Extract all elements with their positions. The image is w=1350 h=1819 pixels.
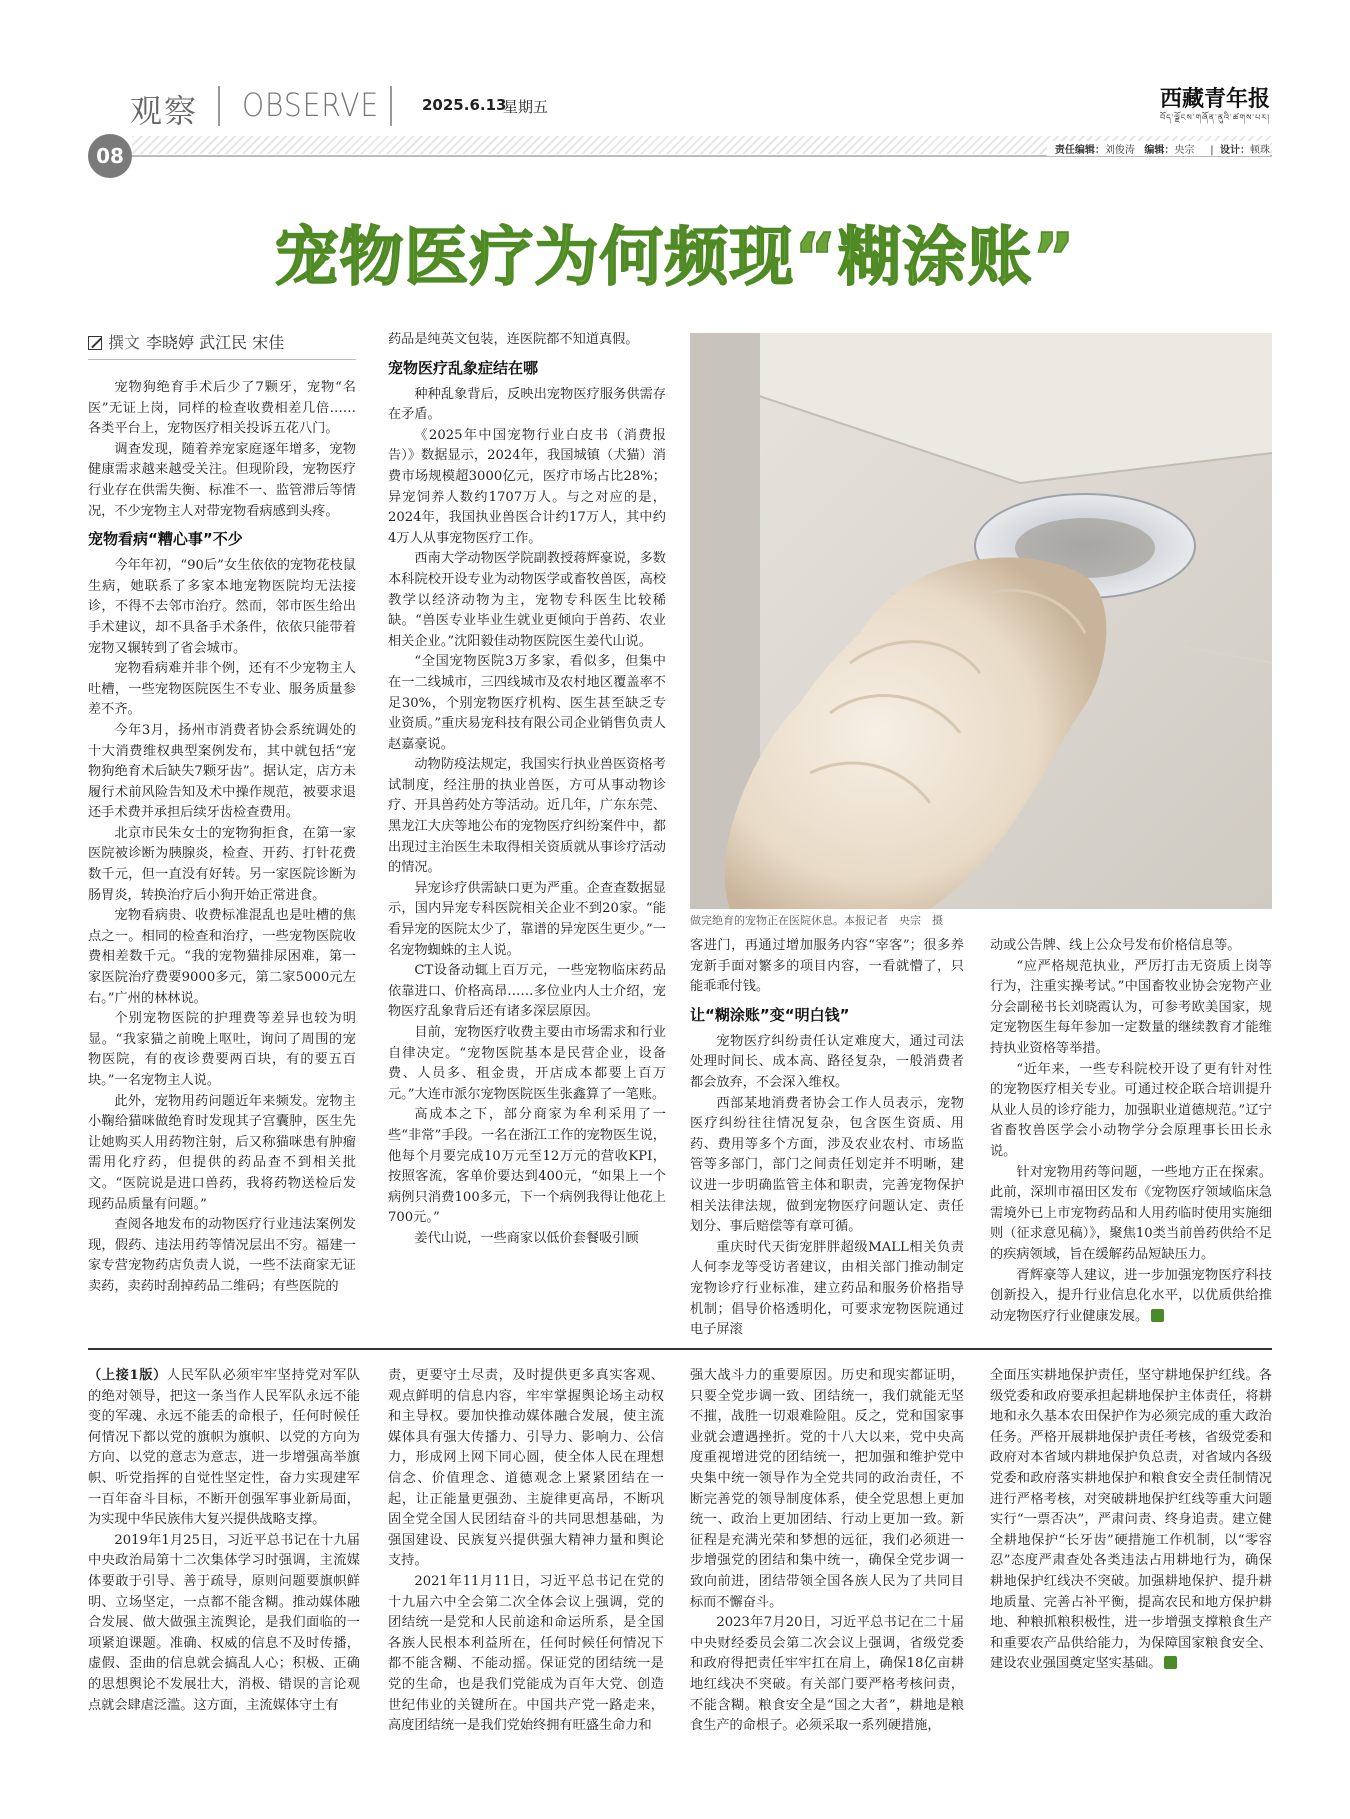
article-end-icon	[1164, 1656, 1177, 1669]
paragraph-text: 全面压实耕地保护责任，坚守耕地保护红线。各级党委和政府要承担起耕地保护主体责任，将耕地和永久基本农田保护作为必须完成的重大政治任务。严格开展耕地保护责任考核，省级党委和政府对本省域内耕地保护负总责，对省域内各级党委和政府落实耕地保护和粮食安全责任制情况进行严格考核，对突破耕地保护红线等重大问题实行“一票否决”，严肃问责、终身追责。建立健全耕地保护“长牙齿”硬措施工作机制，以“零容忍”态度严肃查处各类违法占用耕地行为，确保耕地保护红线决不突破。加强耕地保护、提升耕地质量、完善占补平衡，提高农民和地方保护耕地、种粮抓粮积极性，进一步增强支撑粮食生产和重要农产品供给能力，为保障国家粮食安全、建设农业强国奠定坚实基础。	[990, 1368, 1272, 1672]
byline-authors: 李晓婷 武江民 宋佳	[146, 333, 285, 352]
paragraph: 动或公告牌、线上公众号发布价格信息等。	[990, 938, 1241, 953]
paragraph: 重庆时代天街宠胖胖超级MALL相关负责人何李龙等受访者建议，由相关部门推动制定宠物诊疗行业标准，建立药品和服务价格指导机制；倡导价格透明化，可要求宠物医院通过电子屏滚	[690, 1239, 964, 1338]
subheading: 宠物看病“糟心事”不少	[88, 530, 243, 549]
paragraph: 责，更要守土尽责，及时提供更多真实客观、观点鲜明的信息内容，牢牢掌握舆论场主动权和主导权。要加快推动媒体融合发展，使主流媒体具有强大传播力、引导力、影响力、公信力，形成网上网下同心圆，使全体人民在理想信念、价值理念、道德观念上紧紧团结在一起，让正能量更强劲、主旋律更高昂，不断巩固全党全国人民团结奋斗的共同思想基础，为强国建设、民族复兴提供强大精神力量和舆论支持。	[388, 1368, 664, 1569]
newspaper-name: 西藏青年报	[1159, 86, 1270, 112]
paragraph: 调查发现，随着养宠家庭逐年增多，宠物健康需求越来越受关注。但现阶段，宠物医疗行业存在供需失衡、标准不一、监管滞后等情况，不少宠物主人对带宠物看病感到头疼。	[88, 441, 356, 519]
paragraph: 今年年初，“90后”女生依依的宠物花枝鼠生病，她联系了多家本地宠物医院均无法接诊，不得不去邻市治疗。然而，邻市医生给出手术建议，却不具备手术条件，依依只能带着宠物又辗转到了省会城市。	[88, 558, 356, 656]
paragraph: 2021年11月11日，习近平总书记在党的十九届六中全会第二次全体会议上强调，党的团结统一是党和人民前途和命运所系，是全国各族人民根本利益所在，任何时候任何情况下都不能含糊、不能动摇。保证党的团结统一是党的生命，也是我们党能成为百年大党、创造世纪伟业的关键所在。中国共产党一路走来，高度团结统一是我们党始终拥有旺盛生命力和	[388, 1573, 664, 1734]
pen-icon	[88, 336, 102, 350]
paragraph: 宠物看病难并非个例，还有不少宠物主人吐槽，一些宠物医院医生不专业、服务质量参差不齐。	[88, 661, 356, 718]
continued-column-1	[88, 1366, 360, 1716]
subheading: 宠物医疗乱象症结在哪	[388, 358, 539, 377]
section-name-en: OBSERVE	[242, 86, 380, 124]
paragraph: 高成本之下，部分商家为牟利采用了一些“非常”手段。一名在浙江工作的宠物医生说，他每个月要完成10万元至12万元的营收KPI，按照客流，客单价要达到400元，“如果上一个病例只消费100多元，下一个病例我得让他花上700元。”	[388, 1107, 666, 1226]
continued-column-2	[388, 1366, 664, 1737]
subheading: 让“糊涂账”变“明白钱”	[690, 1005, 850, 1024]
section-divider	[390, 86, 392, 126]
editor2-name: 央宗	[1174, 145, 1195, 156]
issue-date: 2025.6.13	[422, 96, 507, 114]
paragraph: “应严格规范执业，严厉打击无资质上岗等行为，注重实操考试。”中国畜牧业协会宠物产业分会副秘书长刘晓霞认为，可参考欧美国家，规定宠物医生每年参加一定数量的继续教育才能维持执业资格等举措。	[990, 958, 1272, 1056]
article-headline: 宠物医疗为何频现“糊涂账”	[274, 221, 1076, 295]
paragraph: 2023年7月20日，习近平总书记在二十届中央财经委员会第二次会议上强调，省级党委和政府得把责任牢牢扛在肩上，确保18亿亩耕地红线决不突破。有关部门要严格考核问责，不能含糊。粮食安全是“国之大者”，耕地是粮食生产的命根子。必须采取一系列硬措施，	[690, 1615, 964, 1734]
pet-dog-photo	[690, 333, 1272, 909]
design-label: 设计：	[1220, 145, 1250, 156]
paragraph: CT设备动辄上百万元，一些宠物临床药品依靠进口、价格高昂……多位业内人士介绍，宠物医疗乱象背后还有诸多深层原因。	[388, 963, 666, 1020]
paragraph: 宠物看病贵、收费标准混乱也是吐槽的焦点之一。相同的检查和治疗，一些宠物医院收费相差数千元。“我的宠物猫排尿困难，第一家医院治疗费要9000多元，第二家5000元左右。”广州的林林说。	[88, 908, 356, 1006]
article-column-3	[690, 936, 964, 1341]
paragraph: 个别宠物医院的护理费等差异也较为明显。“我家猫之前晚上呕吐，询问了周围的宠物医院，有的夜诊费要两百块，有的要五百块。”一名宠物主人说。	[88, 1011, 356, 1088]
paragraph	[990, 1266, 1272, 1328]
paragraph: 客进门，再通过增加服务内容“宰客”；很多养宠新手面对繁多的项目内容，一看就懵了，只能乖乖付钱。	[690, 938, 964, 995]
paragraph: “近年来，一些专科院校开设了更有针对性的宠物医疗相关专业。可通过校企联合培训提升从业人员的诊疗能力，加强职业道德规范。”辽宁省畜牧兽医学会小动物学分会原理事长田长永说。	[990, 1061, 1272, 1159]
continued-column-4	[990, 1366, 1272, 1675]
editor-name: 刘俊涛	[1104, 145, 1135, 156]
paragraph: 此外，宠物用药问题近年来频发。宠物主小鞠给猫咪做绝育时发现其子宫囊肿，医生先让她购买人用药物注射，后又称猫咪患有肿瘤需用化疗药，但提供的药品查不到相关批文。“医院说是进口兽药，我将药物送检后发现药品质量有问题。”	[88, 1093, 356, 1212]
section-divider-rule	[88, 1348, 1272, 1350]
editor-credits: 责任编辑：刘俊涛 编辑：央宗 | 设计：顿珠	[1047, 141, 1270, 156]
paragraph: 动物防疫法规定，我国实行执业兽医资格考试制度，经注册的执业兽医，方可从事动物诊疗、开具兽药处方等活动。近几年，广东东莞、黑龙江大庆等地公布的宠物医疗纠纷案件中，都出现过主治医生未取得相关资质就从事诊疗活动的情况。	[388, 757, 666, 876]
paragraph-text: 胥辉豪等人建议，进一步加强宠物医疗科技创新投入，提升行业信息化水平，以优质供给推动宠物医疗行业健康发展。	[990, 1267, 1272, 1324]
paragraph: 2019年1月25日，习近平总书记在十九届中央政治局第十二次集体学习时强调，主流媒体要敢于引导、善于疏导，原则问题要旗帜鲜明、立场坚定，一点都不能含糊。推动媒体融合发展、做大做强主流舆论，是我们面临的一项紧迫课题。准确、权威的信息不及时传播，虚假、歪曲的信息就会搞乱人心；积极、正确的思想舆论不发展壮大，消极、错误的言论观点就会肆虐泛滥。这方面，主流媒体守土有	[88, 1532, 360, 1713]
byline-label: 撰文	[108, 333, 141, 352]
page-number-badge: 08	[88, 134, 132, 178]
article-end-icon	[1151, 1309, 1164, 1322]
paragraph: 药品是纯英文包装，连医院都不知道真假。	[388, 332, 639, 347]
article-column-1	[88, 378, 356, 1298]
section-name-cn: 观察	[130, 92, 199, 130]
paragraph: 西南大学动物医学院副教授蒋辉豪说，多数本科院校开设专业为动物医学或畜牧兽医，高校教学以经济动物为主，宠物专科医生比较稀缺。“兽医专业毕业生就业更倾向于兽药、农业相关企业。”沈阳毅佳动物医院医生姜代山说。	[388, 551, 666, 649]
paragraph: 今年3月，扬州市消费者协会系统调处的十大消费维权典型案例发布，其中就包括“宠物狗绝育术后缺失7颗牙齿”。据认定，店方未履行术前风险告知及术中操作规范，被要求退还手术费并承担后续牙齿检查费用。	[88, 722, 356, 821]
paragraph: 针对宠物用药等问题，一些地方正在探索。此前，深圳市福田区发布《宠物医疗领域临床急需境外已上市宠物药品和人用药临时使用实施细则（征求意见稿）》，聚焦10类当前兽药供给不足的疾病领域，旨在缓解药品短缺压力。	[990, 1164, 1272, 1262]
paragraph: 北京市民朱女士的宠物狗拒食，在第一家医院被诊断为胰腺炎，检查、开药、打针花费数千元，但一直没有好转。另一家医院诊断为肠胃炎，转换治疗后小狗开始正常进食。	[88, 825, 356, 903]
editor2-label: 编辑：	[1144, 145, 1175, 156]
article-column-4	[990, 936, 1272, 1327]
paragraph: 宠物狗绝育手术后少了7颗牙，宠物“名医”无证上岗，同样的检查收费相差几倍……各类平台上，宠物医疗相关投诉五花八门。	[88, 380, 356, 437]
paragraph: 种种乱象背后，反映出宠物医疗服务供需存在矛盾。	[388, 386, 666, 423]
article-photo	[690, 333, 1272, 909]
article-column-2	[388, 330, 666, 1250]
newspaper-name-tibetan: བོད་ལྗོངས་གཞོན་ནུའི་ཚགས་པར།	[1160, 113, 1270, 122]
editor-label: 责任编辑：	[1054, 145, 1105, 156]
paragraph: 异宠诊疗供需缺口更为严重。企查查数据显示，国内异宠专科医院相关企业不到20家。“能看异宠的医院太少了，靠谱的异宠医生更少。”一名宠物蜘蛛的主人说。	[388, 880, 666, 958]
paragraph-text: 人民军队必须牢牢坚持党对军队的绝对领导，把这一条当作人民军队永远不能变的军魂、永远不能丢的命根子，任何时候任何情况下都以党的旗帜为旗帜、以党的方向为方向、以党的意志为意志，进一步增强高举旗帜、听党指挥的自觉性坚定性，奋力实现建军一百年奋斗目标，不断开创强军事业新局面，为实现中华民族伟大复兴提供战略支撑。	[88, 1368, 360, 1528]
page-header	[0, 0, 1350, 168]
paragraph: “全国宠物医院3万多家，看似多，但集中在一二线城市，三四线城市及农村地区覆盖率不足30%，个别宠物医疗机构、医生甚至缺乏专业资质。”重庆易宠科技有限公司企业销售负责人赵嘉豪说。	[388, 654, 666, 752]
designer-name: 顿珠	[1250, 145, 1270, 156]
paragraph: 姜代山说，一些商家以低价套餐吸引顾	[414, 1230, 639, 1246]
paragraph: 西部某地消费者协会工作人员表示，宠物医疗纠纷往往情况复杂，包含医生资质、用药、费用等多个方面，涉及农业农村、市场监管等多部门，部门之间责任划定并不明晰，建议进一步明确监管主体和职责，完善宠物保护相关法律法规，做到宠物医疗问题认定、责任划分、事后赔偿等有章可循。	[690, 1095, 964, 1235]
paragraph: 强大战斗力的重要原因。历史和现实都证明，只要全党步调一致、团结统一，我们就能无坚不摧，战胜一切艰难险阻。反之，党和国家事业就会遭遇挫折。党的十八大以来，党中央高度重视增进党的团结统一，把加强和维护党中央集中统一领导作为全党共同的政治责任，不断完善党的领导制度体系，使全党思想上更加统一、政治上更加团结、行动上更加一致。新征程是充满光荣和梦想的远征，我们必须进一步增强党的团结和集中统一，确保全党步调一致向前进，团结带领全国各族人民为了共同目标而不懈奋斗。	[690, 1368, 964, 1610]
issue-weekday: 星期五	[503, 98, 549, 116]
section-divider	[218, 86, 220, 126]
byline	[88, 330, 356, 360]
paragraph: 《2025年中国宠物行业白皮书（消费报告）》数据显示，2024年，我国城镇（犬猫）消费市场规模超3000亿元，医疗市场占比28%；异宠饲养人数约1707万人。与之对应的是，2024年，我国执业兽医合计约17万人，其中约4万人从事宠物医疗工作。	[388, 427, 666, 546]
paragraph: 目前，宠物医疗收费主要由市场需求和行业自律决定。“宠物医院基本是民营企业，设备费、人员多、租金贵，开店成本都要上百万元。”大连市派尔宠物医院医生张鑫算了一笔账。	[388, 1025, 666, 1102]
continued-label: （上接1版）	[88, 1368, 167, 1383]
paragraph: 查阅各地发布的动物医疗行业违法案例发现，假药、违法用药等情况层出不穷。福建一家专营宠物药店负责人说，一些不法商家无证卖药，卖药时刮掉药品二维码；有些医院的	[88, 1217, 356, 1294]
photo-caption: 做完绝育的宠物正在医院休息。本报记者 央宗 摄	[690, 914, 943, 927]
paragraph	[990, 1366, 1272, 1675]
paragraph: 宠物医疗纠纷责任认定难度大，通过司法处理时间长、成本高、路径复杂，一般消费者都会放弃，不会深入维权。	[690, 1033, 964, 1090]
paragraph	[88, 1366, 360, 1531]
continued-column-3	[690, 1366, 964, 1737]
